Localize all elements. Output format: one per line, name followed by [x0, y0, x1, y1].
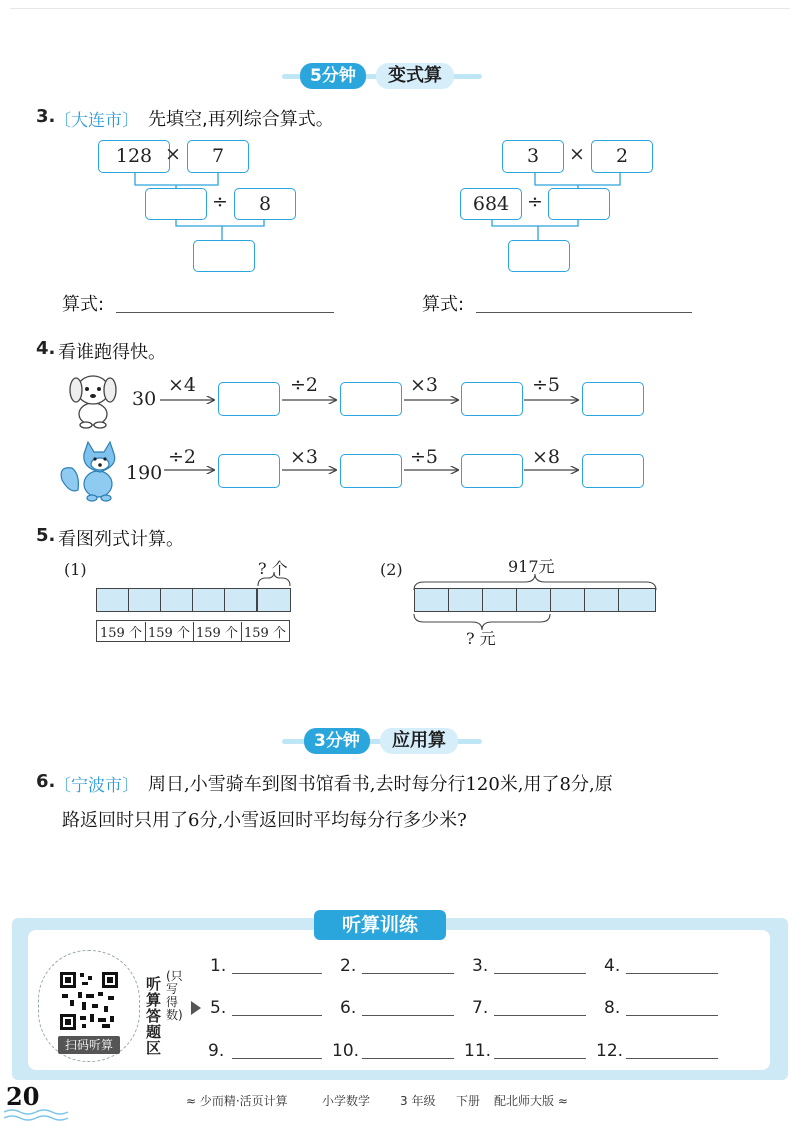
question-text: 看图列式计算。: [58, 529, 184, 550]
time-badge: 3分钟: [304, 728, 370, 754]
footer-grade: 3 年级: [400, 1094, 436, 1108]
footer-subject: 小学数学: [322, 1094, 371, 1108]
bar-cell: [516, 588, 551, 612]
bar-cell: [257, 588, 291, 612]
question-number: 6.: [36, 771, 56, 792]
number-box: 3: [502, 140, 564, 173]
number-box: 7: [187, 140, 249, 173]
arrow-operation: ×3: [410, 374, 439, 396]
answer-line[interactable]: [362, 973, 454, 974]
bar-cell: [448, 588, 483, 612]
bar-cell: [160, 588, 193, 612]
footer-volume: 下册: [456, 1094, 481, 1108]
operator: ÷: [527, 191, 543, 213]
bar-cell: [192, 588, 225, 612]
answer-number: 4.: [604, 956, 621, 976]
answer-number: 2.: [340, 956, 357, 976]
answer-number: 1.: [210, 956, 227, 976]
question-number: 3.: [36, 106, 56, 127]
question-number: 5.: [36, 525, 56, 546]
answer-number: 3.: [472, 956, 489, 976]
question-text-line-2: 路返回时只用了6分,小雪返回时平均每分行多少米?: [62, 810, 467, 831]
bar-cell: [584, 588, 619, 612]
bar-model-1: [96, 588, 292, 612]
answer-number: 12.: [596, 1041, 624, 1061]
city-tag: 〔宁波市〕: [54, 776, 139, 796]
answer-number: 8.: [604, 998, 621, 1018]
arrow-operation: ×4: [168, 374, 197, 396]
arrow-operation: ÷5: [532, 374, 561, 396]
answer-number: 7.: [472, 998, 489, 1018]
bar-cell: [550, 588, 585, 612]
answer-line[interactable]: [362, 1058, 454, 1059]
answer-line[interactable]: [626, 973, 718, 974]
sub-question-label: (1): [64, 560, 87, 579]
bar-label: 159 个: [97, 622, 146, 641]
bar-label-row: [96, 620, 290, 642]
number-box: 128: [98, 140, 170, 173]
bar-cell: [618, 588, 656, 612]
footer-edition: 配北师大版 ≈: [494, 1094, 568, 1108]
answer-line[interactable]: [626, 1058, 718, 1059]
arrow-operation: ×8: [532, 446, 561, 468]
listening-title: 听算训练: [314, 910, 446, 940]
answer-line[interactable]: [232, 973, 322, 974]
bar-model-2: [414, 588, 656, 612]
arrow-operation: ÷5: [410, 446, 439, 468]
number-box: 2: [591, 140, 653, 173]
answer-number: 5.: [210, 998, 227, 1018]
formula-label: 算式:: [422, 294, 465, 315]
qr-code-icon[interactable]: [58, 970, 120, 1032]
answer-line[interactable]: [232, 1015, 322, 1016]
bar-label: 159 个: [193, 622, 242, 641]
bar-cell: [96, 588, 129, 612]
arrow-operation: ÷2: [168, 446, 197, 468]
page-number: 20: [6, 1082, 40, 1111]
answer-number: 6.: [340, 998, 357, 1018]
bar-cell: [128, 588, 161, 612]
answer-line[interactable]: [494, 973, 586, 974]
answer-line[interactable]: [362, 1015, 454, 1016]
sub-question-label: (2): [380, 560, 403, 579]
answer-area-label: 听算答题区: [146, 975, 162, 1057]
question-text: 先填空,再列综合算式。: [148, 109, 334, 130]
section-title: 应用算: [380, 728, 458, 754]
answer-number: 9.: [208, 1041, 225, 1061]
arrow-operation: ÷2: [290, 374, 319, 396]
start-number: 190: [126, 462, 163, 484]
unknown-count-label: ? 个: [258, 559, 288, 578]
operator: ×: [569, 143, 585, 165]
bar-label: 159 个: [244, 626, 286, 641]
total-amount-label: 917元: [508, 557, 555, 576]
question-text-line-1: 周日,小雪骑车到图书馆看书,去时每分行120米,用了8分,原: [148, 774, 613, 795]
triangle-pointer-icon: [190, 1000, 202, 1016]
answer-number: 11.: [464, 1041, 492, 1061]
arrow-operation: ×3: [290, 446, 319, 468]
unknown-amount-label: ? 元: [466, 629, 496, 648]
operator: ×: [165, 143, 181, 165]
answer-line[interactable]: [626, 1015, 718, 1016]
answer-area-note: (只写得数): [166, 969, 183, 1022]
number-box: 8: [234, 188, 296, 220]
wave-decoration: [4, 1108, 74, 1122]
question-text: 看谁跑得快。: [58, 342, 166, 363]
section-title: 变式算: [376, 63, 454, 89]
start-number: 30: [132, 388, 157, 410]
answer-line[interactable]: [232, 1058, 322, 1059]
formula-label: 算式:: [62, 294, 105, 315]
bar-label: 159 个: [145, 622, 194, 641]
answer-number: 10.: [332, 1041, 360, 1061]
bar-cell: [482, 588, 517, 612]
number-box: 684: [460, 188, 522, 220]
scan-label: 扫码听算: [58, 1036, 120, 1054]
bar-cell: [224, 588, 257, 612]
question-number: 4.: [36, 338, 56, 359]
footer-book-title: ≈ 少而精·活页计算: [186, 1094, 288, 1108]
time-badge: 5分钟: [300, 63, 366, 89]
answer-line[interactable]: [494, 1015, 586, 1016]
answer-line[interactable]: [494, 1058, 586, 1059]
city-tag: 〔大连市〕: [54, 111, 139, 131]
bar-cell: [414, 588, 449, 612]
operator: ÷: [212, 191, 228, 213]
